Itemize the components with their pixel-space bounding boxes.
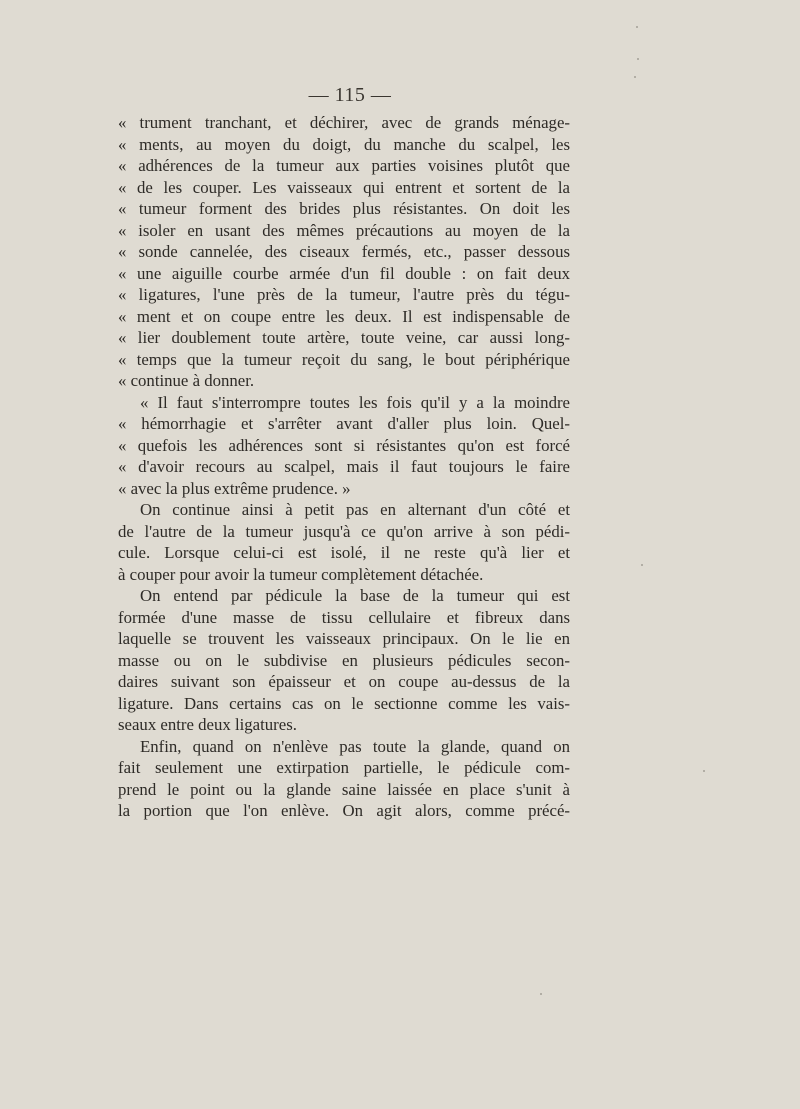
text-line: On continue ainsi à petit pas en alternant d'un côté et (140, 500, 570, 519)
text-line: « ment et on coupe entre les deux. Il est indispensable de (118, 306, 570, 326)
text-line: « d'avoir recours au scalpel, mais il faut toujours le faire (118, 457, 570, 476)
text-line: formée d'une masse de tissu cellulaire et fibreux dans (118, 607, 570, 627)
text-line: « adhérences de la tumeur aux parties voisines plutôt que (118, 156, 570, 175)
text-line: masse ou on le subdivise en plusieurs pédicules secon- (118, 650, 570, 670)
text-line: ligature. Dans certains cas on le sectionne comme les vais- (118, 693, 570, 713)
paper-speck (540, 993, 542, 995)
text-line: « trument tranchant, et déchirer, avec de grands ménage- (118, 113, 570, 132)
text-line: Enfin, quand on n'enlève pas toute la glande, quand on (140, 736, 570, 756)
text-line: « une aiguille courbe armée d'un fil double : on fait deux (118, 263, 570, 283)
text-line: « ligatures, l'une près de la tumeur, l'autre près du tégu- (118, 285, 570, 304)
text-line: On entend par pédicule la base de la tumeur qui est (140, 586, 570, 605)
body-text (118, 112, 570, 822)
text-line: « avec la plus extrême prudence. » (118, 478, 351, 498)
text-line: seaux entre deux ligatures. (118, 715, 297, 734)
text-line: « hémorrhagie et s'arrêter avant d'aller plus loin. Quel- (118, 414, 570, 433)
paper-speck (636, 26, 638, 28)
text-line: « quefois les adhérences sont si résistantes qu'on est forcé (118, 435, 570, 455)
text-line: à couper pour avoir la tumeur complètement détachée. (118, 564, 484, 584)
text-line: « ments, au moyen du doigt, du manche du scalpel, les (118, 134, 570, 154)
paper-speck (703, 770, 705, 772)
paper-speck (641, 564, 643, 566)
text-line: « sonde cannelée, des ciseaux fermés, etc., passer dessous (118, 242, 570, 261)
text-line: la portion que l'on enlève. On agit alors, comme précé- (118, 801, 570, 820)
text-line: fait seulement une extirpation partielle, le pédicule com- (118, 758, 570, 777)
text-line: laquelle se trouvent les vaisseaux principaux. On le lie en (118, 629, 570, 648)
text-line: prend le point ou la glande saine laissée en place s'unit à (118, 779, 570, 799)
text-line: « lier doublement toute artère, toute veine, car aussi long- (118, 328, 570, 347)
paper-speck (637, 58, 639, 60)
text-line: « tumeur forment des brides plus résistantes. On doit les (118, 199, 570, 218)
text-line: de l'autre de la tumeur jusqu'à ce qu'on arrive à son pédi- (118, 521, 570, 541)
text-line: « isoler en usant des mêmes précautions au moyen de la (118, 220, 570, 240)
paper-speck (634, 76, 636, 78)
text-line: cule. Lorsque celui-ci est isolé, il ne reste qu'à lier et (118, 543, 570, 562)
page-number: — 115 — (308, 84, 392, 106)
text-line: « Il faut s'interrompre toutes les fois qu'il y a la moindre (140, 392, 570, 412)
text-line: « continue à donner. (118, 371, 255, 390)
text-line: « de les couper. Les vaisseaux qui entrent et sortent de la (118, 177, 570, 197)
text-line: daires suivant son épaisseur et on coupe au-dessus de la (118, 672, 570, 691)
text-line: « temps que la tumeur reçoit du sang, le bout périphérique (118, 349, 570, 369)
